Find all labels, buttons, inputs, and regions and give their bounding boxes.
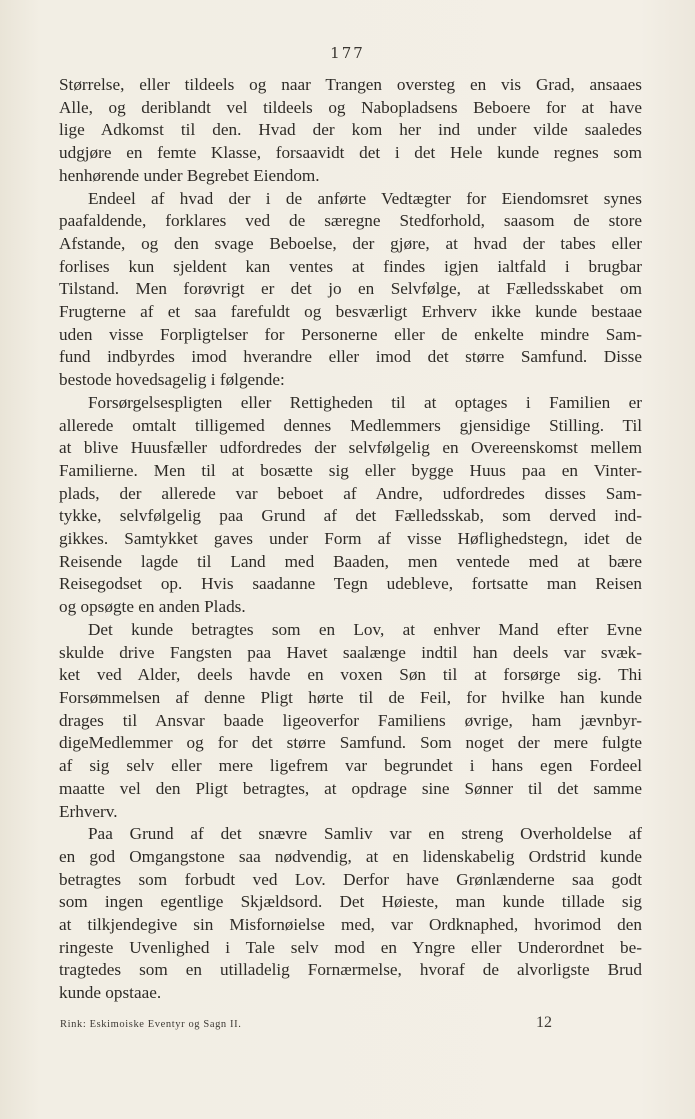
text-line: Alle, og deriblandt vel tildeels og Nabopladsens Beboere for at have <box>59 97 642 117</box>
paragraph-2 <box>59 188 642 392</box>
page-number: 177 <box>330 44 365 62</box>
text-line: kunde opstaae. <box>59 983 162 1003</box>
text-line: henhørende under Begrebet Eiendom. <box>59 165 320 185</box>
text-line: at tilkjendegive sin Misfornøielse med, var Ordknaphed, hvorimod den <box>59 915 642 935</box>
page-footer <box>60 1014 630 1034</box>
text-line: Forsømmelsen af denne Pligt hørte til de Feil, for hvilke han kunde <box>59 687 642 707</box>
paragraph-3 <box>59 392 642 619</box>
text-line: ringeste Uvenlighed i Tale selv mod en Yngre eller Underordnet be- <box>59 937 642 957</box>
sheet-number: 12 <box>536 1014 552 1031</box>
text-line: Reisende lagde til Land med Baaden, men ventede med at bære <box>59 551 642 571</box>
text-line: plads, der allerede var beboet af Andre, udfordredes disses Sam- <box>59 483 642 503</box>
text-line: tragtedes som en utilladelig Fornærmelse, hvoraf de alvorligste Brud <box>59 960 642 980</box>
text-line: drages til Ansvar baade ligeoverfor Familiens øvrige, ham jævnbyr- <box>59 710 642 730</box>
text-line: udgjøre en femte Klasse, forsaavidt det i det Hele kunde regnes som <box>59 143 642 163</box>
paragraph-1 <box>59 74 642 188</box>
text-line: digeMedlemmer og for det større Samfund. Som noget der mere fulgte <box>59 733 642 753</box>
text-line: som ingen egentlige Skjældsord. Det Høieste, man kunde tillade sig <box>59 892 642 912</box>
text-line: Erhverv. <box>59 801 118 821</box>
text-line: og opsøgte en anden Plads. <box>59 597 246 617</box>
text-line: paafaldende, forklares ved de særegne Stedforhold, saasom de store <box>59 211 642 231</box>
text-line: maatte vel den Pligt betragtes, at opdrage sine Sønner til det samme <box>59 778 642 798</box>
body-text <box>59 74 642 1005</box>
text-line: tykke, selvfølgelig paa Grund af det Fælledsskab, som derved ind- <box>59 506 642 526</box>
text-line: Familierne. Men til at bosætte sig eller bygge Huus paa en Vinter- <box>59 460 642 480</box>
text-line: Reisegodset op. Hvis saadanne Tegn udebleve, fortsatte man Reisen <box>59 574 642 594</box>
text-line: at blive Huusfæller udfordredes der selvfølgelig en Overeenskomst mellem <box>59 438 642 458</box>
text-line: Frugterne af et saa farefuldt og besværligt Erhverv ikke kunde bestaae <box>59 302 642 322</box>
text-line: af sig selv eller mere ligefrem var begrundet i hans egen Fordeel <box>59 756 642 776</box>
text-line: allerede omtalt tilligemed dennes Medlemmers gjensidige Stilling. Til <box>59 415 642 435</box>
text-line: forlises kun sjeldent kan ventes at findes igjen ialtfald i brugbar <box>59 256 642 276</box>
text-line: uden visse Forpligtelser for Personerne eller de enkelte mindre Sam- <box>59 324 642 344</box>
text-line: Det kunde betragtes som en Lov, at enhver Mand efter Evne <box>88 619 642 639</box>
text-line: en god Omgangstone saa nødvendig, at en lidenskabelig Ordstrid kunde <box>59 846 642 866</box>
text-line: Forsørgelsespligten eller Rettigheden til at optages i Familien er <box>88 392 642 412</box>
text-line: Tilstand. Men forøvrigt er det jo en Selvfølge, at Fælledsskabet om <box>59 279 642 299</box>
text-line: gikkes. Samtykket gaves under Form af visse Høflighedstegn, idet de <box>59 529 642 549</box>
text-line: skulde drive Fangsten paa Havet saalænge indtil han deels var svæk- <box>59 642 642 662</box>
text-line: bestode hovedsagelig i følgende: <box>59 370 285 390</box>
footer-signature: Rink: Eskimoiske Eventyr og Sagn II. <box>60 1019 242 1030</box>
text-line: Afstande, og den svage Beboelse, der gjøre, at hvad der tabes eller <box>59 233 642 253</box>
text-line: Endeel af hvad der i de anførte Vedtægter for Eiendomsret synes <box>88 188 642 208</box>
paragraph-4 <box>59 619 642 823</box>
text-line: lige Adkomst til den. Hvad der kom her ind under vilde saaledes <box>59 120 642 140</box>
text-line: fund indbyrdes imod hverandre eller imod det større Samfund. Disse <box>59 347 642 367</box>
text-line: betragtes som forbudt ved Lov. Derfor have Grønlænderne saa godt <box>59 869 642 889</box>
text-line: ket ved Alder, deels havde en voxen Søn til at forsørge sig. Thi <box>59 665 642 685</box>
text-line: Paa Grund af det snævre Samliv var en streng Overholdelse af <box>88 824 642 844</box>
text-line: Størrelse, eller tildeels og naar Trangen oversteg en vis Grad, ansaaes <box>59 75 642 94</box>
paragraph-5 <box>59 823 642 1005</box>
